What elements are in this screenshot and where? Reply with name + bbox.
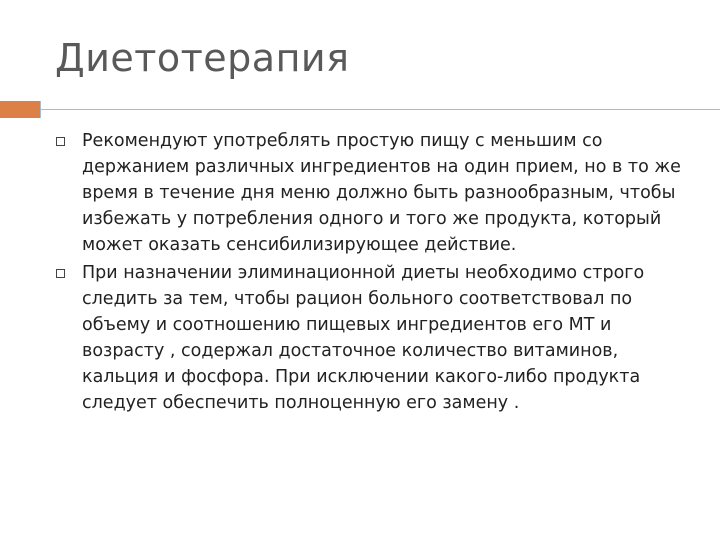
square-bullet-icon xyxy=(56,269,65,278)
square-bullet-icon xyxy=(56,137,65,146)
bullet-list xyxy=(52,128,692,418)
title-divider-line xyxy=(40,109,720,110)
title-accent-bar xyxy=(0,101,40,118)
bullet-text: Рекомендуют употреблять простую пищу с меньшим со держанием различных ингредиентов на один прием, но в то же время в течение дня меню должно быть разнообразным, чтобы избежать у потребления одного и того же продукта, который может оказать сенсибилизирующее действие. xyxy=(82,131,681,255)
list-item xyxy=(52,128,692,258)
list-item xyxy=(52,260,692,416)
slide-title: Диетотерапия xyxy=(55,36,350,80)
bullet-text: При назначении элиминационной диеты необходимо строго следить за тем, чтобы рацион больного соответствовал по объему и соотношению пищевых ингредиентов его МТ и возрасту , содержал достаточное количество витаминов, кальция и фосфора. При исключении какого-либо продукта следует обеспечить полноценную его замену . xyxy=(82,263,645,413)
